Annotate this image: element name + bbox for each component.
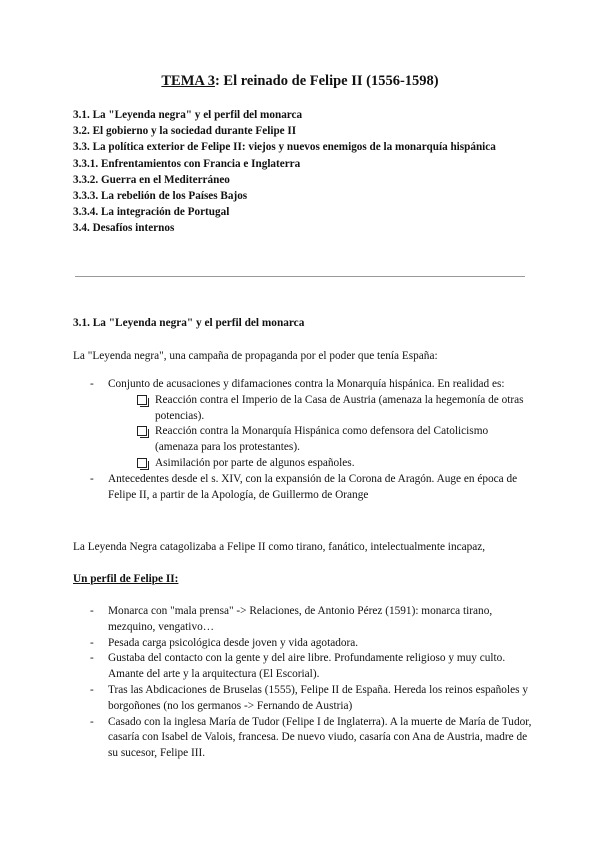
list-item <box>108 393 533 425</box>
checkbox-bullet-icon <box>137 395 147 405</box>
subheading: Un perfil de Felipe II: <box>73 573 179 585</box>
list-item-text: Conjunto de acusaciones y difamaciones contra la Monarquía hispánica. En realidad es: <box>108 378 505 390</box>
dash-marker: - <box>90 378 94 390</box>
toc-item: 3.4. Desafíos internos <box>73 222 175 235</box>
perfil-list <box>73 604 533 762</box>
list-item-text: Monarca con "mala prensa" -> Relaciones, de Antonio Pérez (1591): monarca tirano, mezquino, vengativo… <box>108 605 493 633</box>
list-item-text: Casado con la inglesa María de Tudor (Felipe I de Inglaterra). A la muerte de María de Tudor, casaría con Isabel de Valois, francesa. De nuevo viudo, casaría con Ana de Austria, madre de su sucesor, Felipe III. <box>108 715 532 760</box>
leyenda-list <box>73 377 533 503</box>
list-item-text: Reacción contra el Imperio de la Casa de Austria (amenaza la hegemonía de otras potencias). <box>155 393 524 422</box>
title-rest: : El reinado de Felipe II (1556-1598) <box>214 73 439 89</box>
toc-item: 3.3.4. La integración de Portugal <box>73 206 230 219</box>
list-item <box>73 715 533 762</box>
list-item-text: Reacción contra la Monarquía Hispánica como defensora del Catolicismo (amenaza para los protestantes). <box>155 425 489 454</box>
toc-item: 3.3. La política exterior de Felipe II: viejos y nuevos enemigos de la monarquía hispánica <box>73 141 496 154</box>
title-prefix: TEMA 3 <box>161 73 215 89</box>
list-item <box>73 472 533 504</box>
list-item-text: Asimilación por parte de algunos españoles. <box>155 456 355 469</box>
toc-item: 3.3.3. La rebelión de los Países Bajos <box>73 190 248 203</box>
checkbox-bullet-icon <box>137 426 147 436</box>
list-item <box>73 604 533 636</box>
document-title <box>0 73 600 90</box>
intro-paragraph: La "Leyenda negra", una campaña de propaganda por el poder que tenía España: <box>73 350 438 362</box>
list-item <box>108 424 533 456</box>
section-heading: 3.1. La "Leyenda negra" y el perfil del monarca <box>73 317 305 329</box>
list-item <box>73 636 533 652</box>
dash-marker: - <box>90 715 94 728</box>
dash-marker: - <box>90 652 94 665</box>
body-paragraph: La Leyenda Negra catagolizaba a Felipe II como tirano, fanático, intelectualmente incapaz, <box>73 541 486 553</box>
list-item <box>108 456 533 472</box>
list-item <box>73 651 533 683</box>
list-item-text: Tras las Abdicaciones de Bruselas (1555), Felipe II de España. Hereda los reinos españoles y borgoñones (no los germanos -> Fernando de Austria) <box>108 683 528 712</box>
checkbox-bullet-icon <box>137 458 147 468</box>
list-item-text: Antecedentes desde el s. XIV, con la expansión de la Corona de Aragón. Auge en época de Felipe II, a partir de la Apología, de Guillermo de Orange <box>108 472 518 501</box>
toc-item: 3.2. El gobierno y la sociedad durante Felipe II <box>73 125 297 138</box>
list-item <box>73 683 533 715</box>
toc-item: 3.1. La "Leyenda negra" y el perfil del monarca <box>73 109 303 121</box>
toc-item: 3.3.1. Enfrentamientos con Francia e Inglaterra <box>73 157 301 170</box>
list-item-text: Gustaba del contacto con la gente y del aire libre. Profundamente religioso y muy culto. Amante del arte y la arquitectura (El Escorial). <box>108 652 506 681</box>
dash-marker: - <box>90 605 94 617</box>
list-item <box>73 377 533 472</box>
dash-marker: - <box>90 472 94 485</box>
table-of-contents <box>73 107 513 237</box>
dash-marker: - <box>90 636 94 649</box>
dash-marker: - <box>90 683 94 696</box>
sub-list <box>108 393 533 472</box>
toc-item: 3.3.2. Guerra en el Mediterráneo <box>73 173 230 186</box>
list-item-text: Pesada carga psicológica desde joven y vida agotadora. <box>108 636 359 649</box>
horizontal-divider <box>75 276 525 277</box>
